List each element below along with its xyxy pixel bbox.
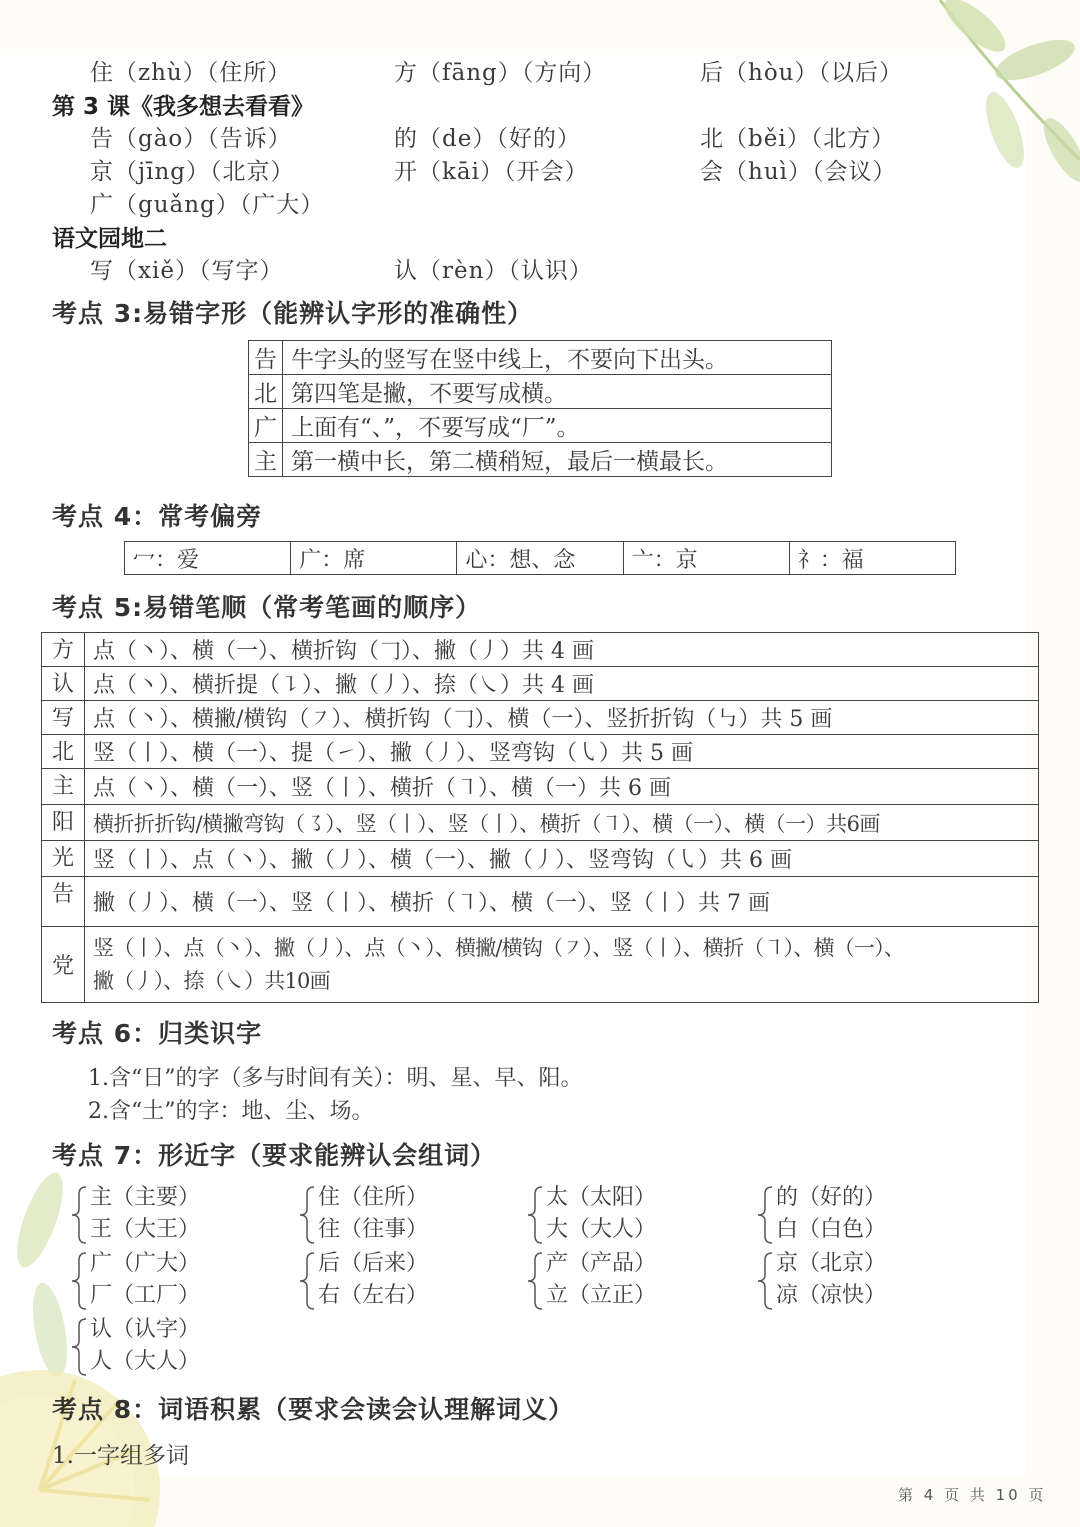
list-item: 1.含“日”的字（多与时间有关）：明、星、早、阳。 [88, 1066, 583, 1091]
char-cell: 告 [249, 341, 283, 375]
glyph-error-table [248, 340, 832, 477]
pair-word: 认（认字） [90, 1317, 201, 1342]
similar-char-pair [70, 1314, 270, 1378]
radical-cell: 冖：爱 [125, 542, 291, 575]
similar-char-pair [756, 1182, 956, 1246]
pair-word: 后（后来） [318, 1251, 429, 1276]
pair-word: 厂（工厂） [90, 1283, 201, 1308]
char-cell: 主 [42, 769, 85, 805]
list-item: 2.含“土”的字：地、尘、场。 [88, 1099, 374, 1124]
similar-char-pair [526, 1248, 726, 1312]
similar-char-pair [70, 1248, 270, 1312]
pair-word: 立（立正） [546, 1283, 657, 1308]
pair-word: 白（白色） [776, 1217, 887, 1242]
table-row [42, 877, 1039, 927]
stroke-cell: 点（丶）、横折提（㇊）、撇（丿）、捺（㇏）共 4 画 [85, 667, 1039, 701]
pair-word: 往（往事） [318, 1217, 429, 1242]
stroke-cell: 点（丶）、横（一）、横折钩（𠃌）、撇（丿）共 4 画 [85, 633, 1039, 667]
radical-table [124, 541, 956, 575]
page-number: 第 4 页 共 10 页 [898, 1486, 1047, 1504]
pair-word: 的（好的） [776, 1185, 887, 1210]
char-cell: 主 [249, 443, 283, 477]
table-row [125, 542, 956, 575]
table-row [249, 375, 832, 409]
table-row [249, 341, 832, 375]
brace-icon [70, 1317, 88, 1377]
pair-word: 凉（凉快） [776, 1283, 887, 1308]
point5-title: 考点 5:易错笔顺（常考笔画的顺序） [52, 593, 482, 622]
desc-cell: 上面有“、”，不要写成“厂”。 [283, 409, 832, 443]
stroke-cell: 撇（丿）、横（一）、竖（丨）、横折（㇕）、横（一）、竖（丨）共 7 画 [85, 877, 1039, 927]
point8-title: 考点 8：词语积累（要求会读会认理解词义） [52, 1395, 575, 1424]
stroke-cell: 点（丶）、横（一）、竖（丨）、横折（㇕）、横（一）共 6 画 [85, 769, 1039, 805]
char-row: 的（de）（好的） [394, 126, 581, 152]
section-title: 语文园地二 [52, 226, 167, 252]
stroke-cell: 点（丶）、横撇/横钩（㇇）、横折钩（𠃌）、横（一）、竖折折钩（㇉）共 5 画 [85, 701, 1039, 735]
pair-word: 京（北京） [776, 1251, 887, 1276]
pair-word: 主（主要） [90, 1185, 201, 1210]
char-row: 开（kāi）（开会） [394, 159, 589, 185]
char-cell: 北 [42, 735, 85, 769]
point4-title: 考点 4：常考偏旁 [52, 502, 263, 531]
table-row [42, 769, 1039, 805]
table-row [42, 927, 1039, 1003]
char-cell: 方 [42, 633, 85, 667]
char-cell: 光 [42, 841, 85, 877]
similar-char-pair [526, 1182, 726, 1246]
char-row: 北（běi）（北方） [700, 126, 896, 152]
char-cell: 告 [42, 877, 85, 927]
similar-char-pair [298, 1182, 498, 1246]
pair-word: 大（大人） [546, 1217, 657, 1242]
char-cell: 北 [249, 375, 283, 409]
table-row [42, 701, 1039, 735]
pair-word: 右（左右） [318, 1283, 429, 1308]
brace-icon [70, 1251, 88, 1311]
char-row: 住（zhù）（住所） [90, 60, 292, 86]
table-row [42, 841, 1039, 877]
char-cell: 阳 [42, 805, 85, 841]
stroke-line: 竖（丨）、点（丶）、撇（丿）、点（丶）、横撇/横钩（㇇）、竖（丨）、横折（㇕）、横（一）、 [93, 935, 905, 960]
pair-word: 产（产品） [546, 1251, 657, 1276]
stroke-cell [85, 927, 1039, 1003]
char-row: 告（gào）（告诉） [90, 126, 292, 152]
point3-title: 考点 3:易错字形（能辨认字形的准确性） [52, 299, 534, 328]
pair-word: 王（大王） [90, 1217, 201, 1242]
char-row: 广（guǎng）（广大） [90, 192, 325, 218]
point7-title: 考点 7：形近字（要求能辨认会组词） [52, 1141, 497, 1170]
desc-cell: 牛字头的竖写在竖中线上，不要向下出头。 [283, 341, 832, 375]
brace-icon [756, 1251, 774, 1311]
char-cell: 写 [42, 701, 85, 735]
brace-icon [526, 1251, 544, 1311]
lesson-title: 第 3 课《我多想去看看》 [52, 94, 315, 120]
desc-cell: 第一横中长，第二横稍短，最后一横最长。 [283, 443, 832, 477]
stroke-cell: 横折折折钩/横撇弯钩（㇌）、竖（丨）、竖（丨）、横折（㇕）、横（一）、横（一）共6画 [85, 805, 1039, 841]
brace-icon [756, 1185, 774, 1245]
table-row [249, 409, 832, 443]
brace-icon [70, 1185, 88, 1245]
char-row: 京（jīng）（北京） [90, 159, 295, 185]
desc-cell: 第四笔是撇，不要写成横。 [283, 375, 832, 409]
radical-cell: 心：想、念 [457, 542, 623, 575]
pair-word: 住（住所） [318, 1185, 429, 1210]
similar-char-pair [70, 1182, 270, 1246]
table-row [42, 633, 1039, 667]
similar-char-pair [298, 1248, 498, 1312]
char-row: 写（xiě）（写字） [90, 258, 284, 284]
table-row [249, 443, 832, 477]
char-cell: 认 [42, 667, 85, 701]
pair-word: 太（太阳） [546, 1185, 657, 1210]
brace-icon [298, 1251, 316, 1311]
table-row [42, 735, 1039, 769]
radical-cell: 亠：京 [623, 542, 789, 575]
stroke-line: 撇（丿）、捺（㇏）共10画 [93, 968, 330, 993]
point6-title: 考点 6：归类识字 [52, 1019, 263, 1048]
char-cell: 党 [42, 927, 85, 1003]
table-row [42, 667, 1039, 701]
char-row: 会（huì）（会议） [700, 159, 897, 185]
stroke-cell: 竖（丨）、点（丶）、撇（丿）、横（一）、撇（丿）、竖弯钩（㇂）共 6 画 [85, 841, 1039, 877]
stroke-cell: 竖（丨）、横（一）、提（㇀）、撇（丿）、竖弯钩（㇂）共 5 画 [85, 735, 1039, 769]
similar-char-pair [756, 1248, 956, 1312]
char-row: 方（fāng）（方向） [394, 60, 607, 86]
radical-cell: 礻：福 [789, 542, 955, 575]
pair-word: 人（大人） [90, 1349, 201, 1374]
sub-heading: 1.一字组多词 [52, 1443, 189, 1469]
table-row [42, 805, 1039, 841]
brace-icon [526, 1185, 544, 1245]
stroke-order-table [41, 632, 1039, 1003]
brace-icon [298, 1185, 316, 1245]
radical-cell: 广：席 [291, 542, 457, 575]
char-row: 认（rèn）（认识） [394, 258, 593, 284]
pair-word: 广（广大） [90, 1251, 201, 1276]
char-row: 后（hòu）（以后） [700, 60, 903, 86]
char-cell: 广 [249, 409, 283, 443]
